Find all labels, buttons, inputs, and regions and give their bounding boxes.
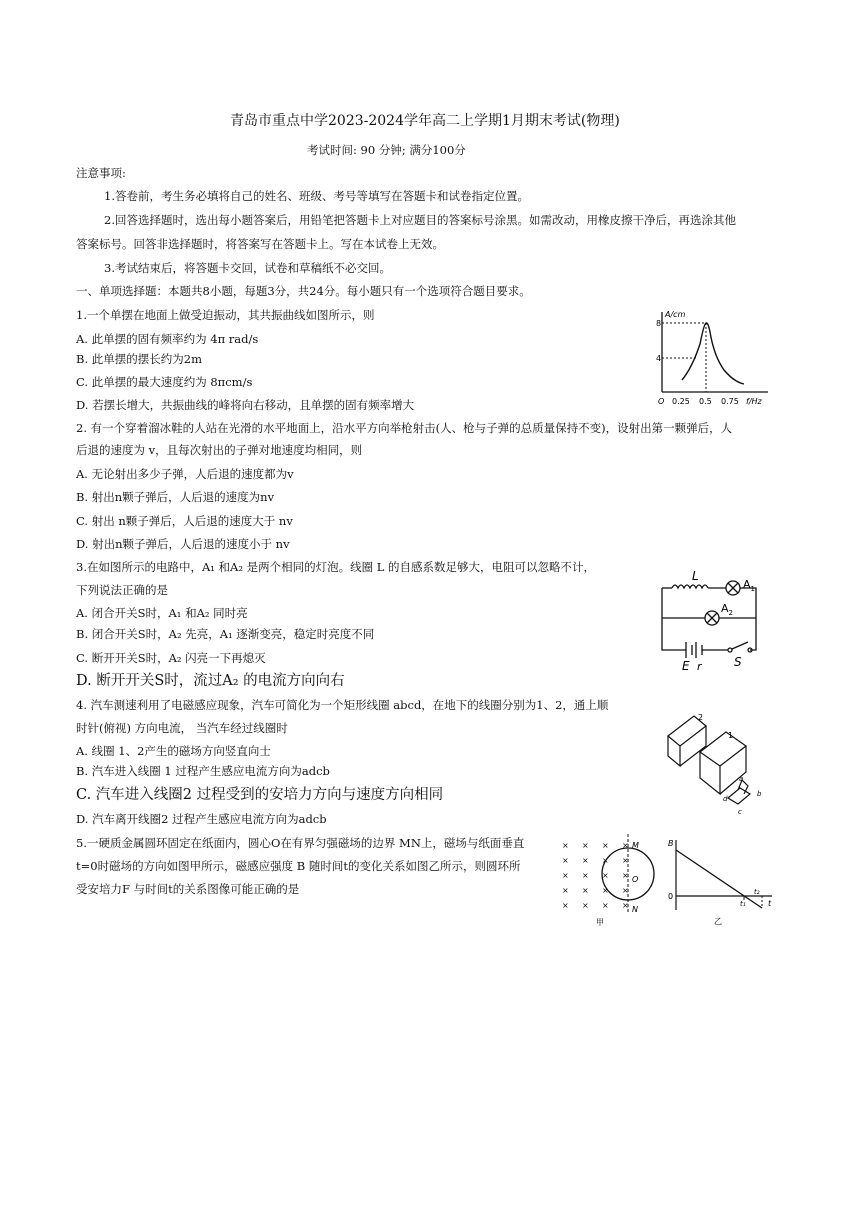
svg-text:×: ×: [602, 901, 609, 910]
q1-option-d: D. 若摆长增大，共振曲线的峰将向右移动，且单摆的固有频率增大: [76, 398, 415, 412]
b-t-graph: [664, 836, 776, 928]
page-title: 青岛市重点中学2023-2024学年高二上学期1月期末考试(物理): [230, 113, 620, 129]
label-yi: 乙: [714, 917, 722, 926]
label-t: t: [768, 899, 772, 908]
label-t1: t₁: [740, 900, 746, 908]
label-A2: $A_2$: [721, 602, 733, 617]
coil-label-1: 1: [728, 731, 734, 740]
svg-text:×: ×: [562, 856, 569, 865]
q4-stem-line2: 时针(俯视) 方向电流， 当汽车经过线圈时: [76, 721, 288, 735]
q2-option-d: D. 射出n颗子弹后，人后退的速度小于 nv: [76, 537, 290, 551]
svg-text:×: ×: [622, 901, 629, 910]
magnetic-field-figure: [556, 832, 662, 928]
q3-option-b: B. 闭合开关S时，A₂ 先亮，A₁ 逐渐变亮，稳定时亮度不同: [76, 627, 375, 641]
field-crosses: [562, 841, 629, 910]
corner-b: b: [757, 790, 762, 798]
label-B: B: [668, 839, 674, 848]
q3-stem-line1: 3.在如图所示的电路中，A₁ 和A₂ 是两个相同的灯泡。线圈 L 的自感系数足够大，电阻可以忽略不计，: [76, 560, 596, 574]
notice-item-2: 2.回答选择题时，选出每小题答案后，用铅笔把答题卡上对应题目的答案标号涂黑。如需改动，用橡皮擦干净后，再选涂其他: [104, 213, 736, 227]
switch-contact: [728, 648, 732, 652]
corner-d: d: [723, 795, 728, 803]
switch-icon: [732, 642, 748, 649]
corner-a: a: [739, 775, 744, 783]
label-r: r: [697, 660, 702, 673]
coil-1-top: [700, 732, 746, 766]
corner-c: c: [738, 808, 742, 816]
q3-option-c: C. 断开开关S时，A₂ 闪亮一下再熄灭: [76, 651, 266, 665]
svg-text:×: ×: [622, 856, 629, 865]
q1-option-c: C. 此单摆的最大速度约为 8πcm/s: [76, 375, 253, 389]
q2-option-b: B. 射出n颗子弹后，人后退的速度为nv: [76, 490, 275, 504]
coil-figure: [654, 708, 774, 818]
label-S: S: [734, 655, 742, 669]
right-wire: [740, 588, 756, 650]
notice-item-3: 3.考试结束后，将答题卡交回，试卷和草稿纸不必交回。: [104, 261, 391, 275]
label-zero: 0: [668, 892, 674, 901]
svg-text:×: ×: [562, 841, 569, 850]
section-heading: 一、单项选择题：本题共8小题，每题3分，共24分。每小题只有一个选项符合题目要求。: [76, 284, 531, 298]
q1-option-a: A. 此单摆的固有频率约为 4π rad/s: [76, 332, 259, 346]
q3-stem-line2: 下列说法正确的是: [76, 583, 168, 597]
notice-item-1: 1.答卷前，考生务必填将自己的姓名、班级、考号等填写在答题卡和试卷指定位置。: [104, 189, 529, 203]
svg-text:×: ×: [582, 871, 589, 880]
inductor-coil: [672, 585, 708, 588]
q3-option-d: D. 断开开关S时，流过A₂ 的电流方向向右: [76, 673, 345, 689]
tick-0-75: 0.75: [721, 397, 739, 406]
b-line: [676, 850, 762, 908]
svg-text:×: ×: [602, 856, 609, 865]
q3-option-a: A. 闭合开关S时，A₁ 和A₂ 同时亮: [76, 606, 248, 620]
svg-text:×: ×: [582, 886, 589, 895]
left-wire: [662, 588, 686, 650]
label-N: N: [632, 905, 638, 914]
svg-text:×: ×: [622, 841, 629, 850]
svg-text:×: ×: [582, 856, 589, 865]
tick-4: 4: [656, 354, 662, 363]
q5-stem-line3: 受安培力F 与时间t的关系图像可能正确的是: [76, 882, 300, 896]
tick-8: 8: [656, 319, 662, 328]
svg-text:×: ×: [562, 901, 569, 910]
label-jia: 甲: [596, 918, 604, 927]
svg-text:×: ×: [602, 871, 609, 880]
svg-text:×: ×: [622, 871, 629, 880]
label-M: M: [632, 841, 639, 850]
circuit-figure: [650, 566, 774, 674]
tick-0-5: 0.5: [699, 397, 712, 406]
label-t2: t₂: [754, 888, 760, 896]
resonance-curve-figure: [648, 308, 772, 410]
coil-label-2: 2: [698, 713, 704, 722]
svg-text:×: ×: [582, 841, 589, 850]
x-axis-label: f/Hz: [746, 397, 762, 406]
svg-text:×: ×: [602, 841, 609, 850]
svg-text:×: ×: [562, 871, 569, 880]
q2-option-a: A. 无论射出多少子弹，人后退的速度都为v: [76, 467, 294, 481]
label-A1: $A_1$: [743, 578, 755, 593]
q1-option-b: B. 此单摆的摆长约为2m: [76, 352, 202, 366]
svg-text:×: ×: [602, 886, 609, 895]
label-E: E: [682, 659, 690, 673]
exam-info: 考试时间: 90 分钟; 满分100分: [307, 143, 466, 157]
svg-text:×: ×: [562, 886, 569, 895]
car-loop-abcd: [728, 788, 750, 804]
svg-text:×: ×: [622, 886, 629, 895]
svg-text:×: ×: [582, 901, 589, 910]
q4-stem-line1: 4. 汽车测速利用了电磁感应现象，汽车可简化为一个矩形线圈 abcd，在地下的线圈分别为1、2，通上顺: [76, 698, 609, 712]
notice-heading: 注意事项:: [76, 166, 126, 180]
y-axis-label: A/cm: [665, 310, 686, 319]
origin-label: O: [658, 397, 665, 406]
q1-stem: 1.一个单摆在地面上做受迫振动，其共振曲线如图所示，则: [76, 308, 375, 322]
resonance-curve: [682, 323, 744, 384]
label-O: O: [632, 875, 639, 884]
q4-option-d: D. 汽车离开线圈2 过程产生感应电流方向为adcb: [76, 812, 327, 826]
label-L: L: [692, 569, 699, 583]
q5-stem-line2: t=0时磁场的方向如图甲所示，磁感应强度 B 随时间t的变化关系如图乙所示，则圆环所: [76, 859, 521, 873]
q4-option-a: A. 线圈 1、2产生的磁场方向竖直向士: [76, 744, 271, 758]
tick-0-25: 0.25: [672, 397, 690, 406]
q2-option-c: C. 射出 n颗子弹后，人后退的速度大于 nv: [76, 514, 293, 528]
q4-option-c: C. 汽车进入线圈2 过程受到的安培力方向与速度方向相同: [76, 787, 444, 803]
q5-stem-line1: 5.一硬质金属圆环固定在纸面内，圆心O在有界匀强磁场的边界 MN上，磁场与纸面垂直: [76, 836, 525, 850]
q2-stem-line2: 后退的速度为 v，且每次射出的子弹对地速度均相同，则: [76, 443, 363, 457]
battery-icon: [686, 642, 702, 658]
notice-item-2-cont: 答案标号。回答非选择题时，将答案写在答题卡上。写在本试卷上无效。: [76, 237, 444, 251]
q2-stem-line1: 2. 有一个穿着溜冰鞋的人站在光滑的水平地面上，沿水平方向举枪射击(人、枪与子弹的总质量保持不变)，设射出第一颗弹后，人: [76, 421, 733, 435]
q4-option-b: B. 汽车进入线圈 1 过程产生感应电流方向为adcb: [76, 764, 330, 778]
